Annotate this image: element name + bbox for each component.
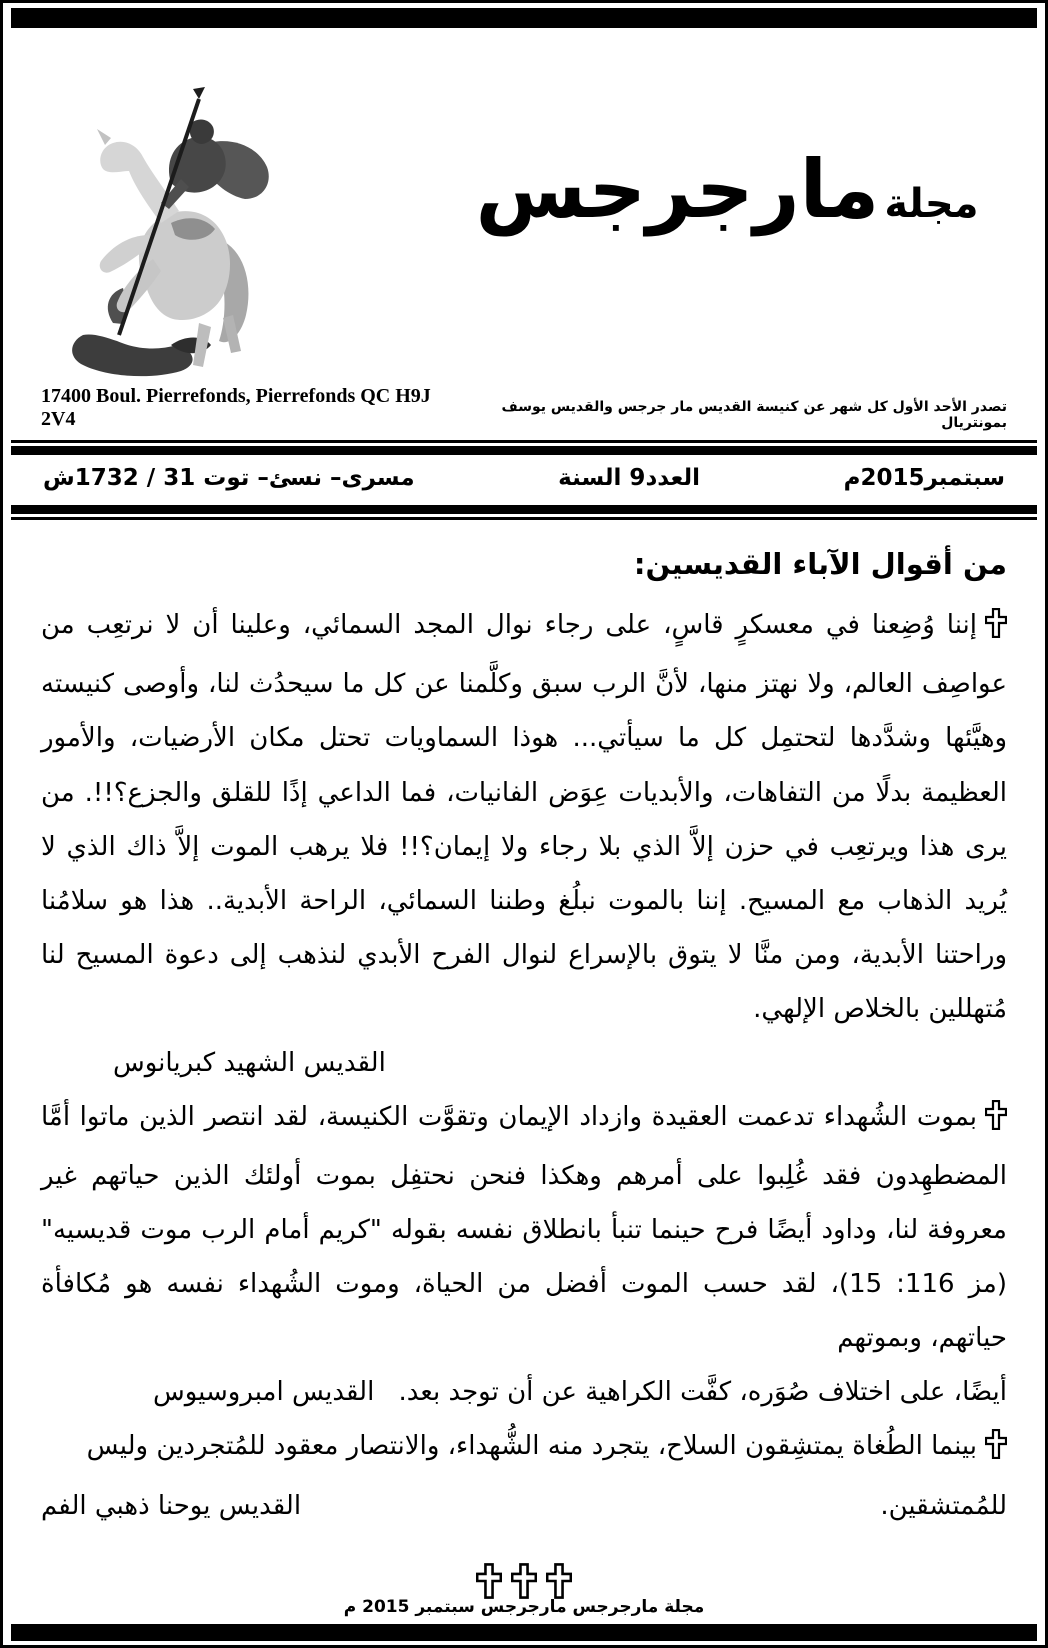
top-border-bar — [11, 8, 1037, 28]
quote-chrysostom-text-end: للمُمتشقين. — [880, 1490, 1007, 1521]
st-george-image — [53, 83, 283, 383]
quote-ambrose-last-line — [41, 1365, 1007, 1419]
issue-year: العدد9 السنة — [558, 465, 701, 491]
bottom-double-rule — [11, 505, 1037, 520]
quote-chrysostom-last-line — [41, 1479, 1007, 1533]
magazine-title-word-large: مارجرجس — [475, 143, 880, 236]
attribution-cyprian: القديس الشهيد كبريانوس — [113, 1047, 386, 1078]
masthead-section — [3, 28, 1045, 393]
page-footer: مجلة مارجرجس مارجرجس سبتمبر 2015 م — [343, 1597, 705, 1617]
magazine-title — [457, 143, 997, 236]
publisher-line: تصدر الأحد الأول كل شهر عن كنيسة القديس مار جرجس والقديس يوسف بمونتريال — [501, 399, 1007, 431]
date-gregorian: سبتمبر2015م — [843, 465, 1005, 491]
attribution-ambrose: القديس امبروسيوس — [153, 1377, 375, 1408]
date-coptic: مسرى– نسئ– توت 31 / 1732ش — [43, 465, 415, 491]
quote-cyprian-text: إننا وُضِعنا في معسكرٍ قاسٍ، على رجاء نوال المجد السمائي، وعلينا أن لا نرتعِب من عواصِف العالم، ولا نهتز منها، لأنَّ الرب سبق وكلَّمنا عن كل ما سيحدُث لنا، وأوصى كنيسته وهيَّئها وشدَّدها لتحتمِل كل ما سيأتي... هوذا السماويات تحتل مكان الأرضيات، والأمور العظيمة بدلًا من التفاهات، والأبديات عِوَض الفانيات، فما الداعي إذًا للقلق والجزع؟!!. من يرى هذا ويرتعِب في حزن إلاَّ الذي بلا رجاء ولا إيمان؟!! فلا يرهب الموت إلاَّ ذاك الذي لا يُريد الذهاب مع المسيح. إننا بالموت نبلُغ وطننا السمائي، الراحة الأبدية.. هذا هو سلامُنا وراحتنا الأبدية، ومن منَّا لا يتوق بالإسراع لنوال الفرح الأبدي لنذهب إلى دعوة المسيح لنا مُتهللين بالخلاص الإلهي. — [41, 610, 1007, 1024]
church-address: 17400 Boul. Pierrefonds, Pierrefonds QC H9J 2V4 — [41, 385, 431, 430]
article-body — [41, 534, 1007, 1533]
latin-cross-icon — [985, 1424, 1007, 1478]
latin-cross-icon — [985, 603, 1007, 657]
top-double-rule — [11, 440, 1037, 455]
quote-cyprian — [41, 598, 1007, 1036]
latin-cross-icon — [985, 1095, 1007, 1149]
magazine-title-word-small: مجلة — [884, 181, 979, 227]
quote-ambrose-text: بموت الشُهداء تدعمت العقيدة وازداد الإيمان وتقوَّت الكنيسة، لقد انتصر الذين ماتوا أمَّا المضطهِدون فقد غُلِبوا على أمرهم وهكذا فنحن نحتفِل بموت أولئك الذين حياتهم غير معروفة لنا، وداود أيضًا فرح حينما تنبأ بانطلاق نفسه بقوله "كريم أمام الرب موت قديسيه" (مز 116: 15)، لقد حسب الموت أفضل من الحياة، وموت الشُهداء نفسه هو مُكافأة حياتهم، وبموتهم — [41, 1102, 1007, 1354]
attribution-chrysostom: القديس يوحنا ذهبي الفم — [41, 1490, 302, 1521]
bottom-border-bar — [11, 1624, 1037, 1641]
address-row — [41, 385, 1007, 431]
st-george-slaying-dragon-illustration — [53, 83, 283, 383]
quote-chrysostom-text: بينما الطُغاة يمتشِقون السلاح، يتجرد منه الشُّهداء، والانتصار معقود للمُتجردين وليس — [86, 1431, 977, 1462]
quote-ambrose-text-end: أيضًا، على اختلاف صُوَره، كفَّت الكراهية عن أن توجد بعد. — [398, 1377, 1007, 1408]
quote-ambrose — [41, 1090, 1007, 1365]
issue-date-bar — [43, 465, 1005, 491]
quote-chrysostom — [41, 1419, 1007, 1478]
section-heading: من أقوال الآباء القديسين: — [633, 547, 1007, 581]
